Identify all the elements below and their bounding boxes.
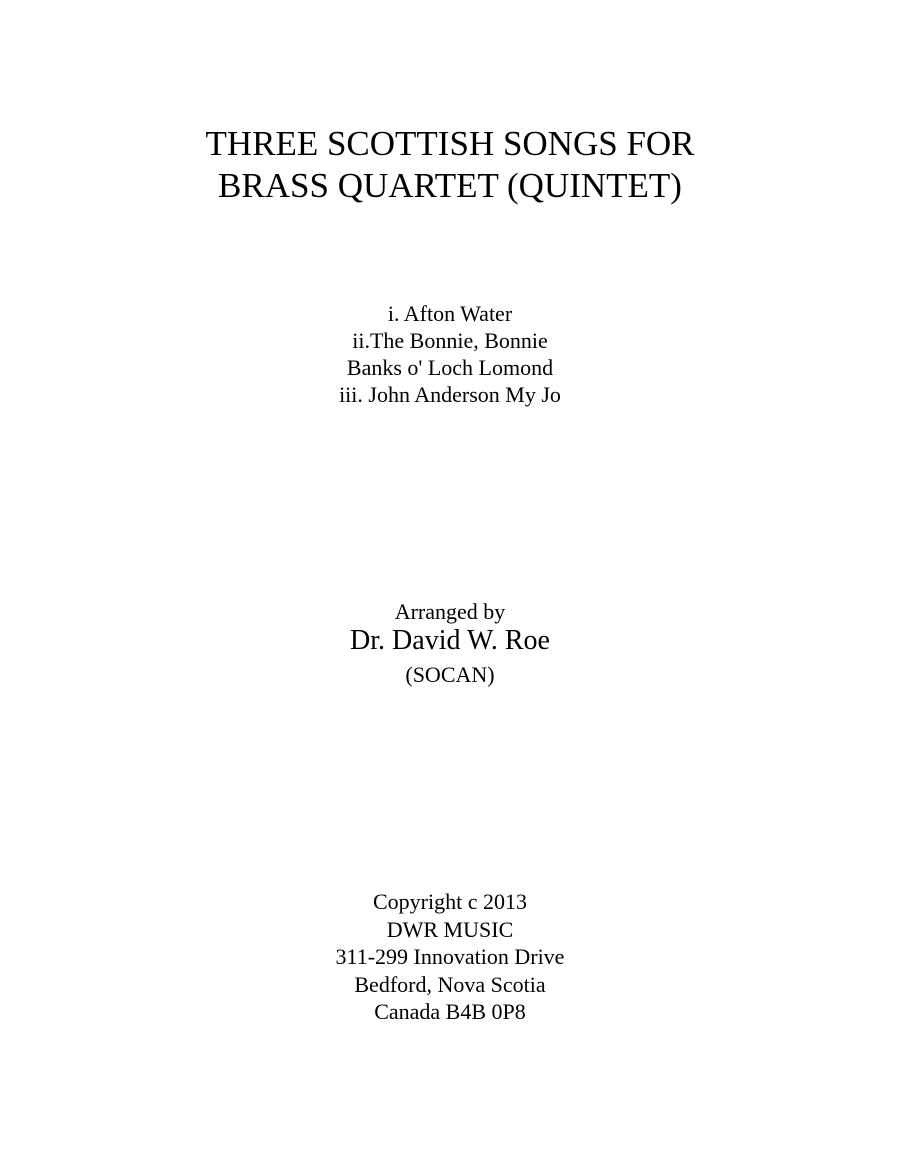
publisher-name: DWR MUSIC [386,916,514,942]
arranged-by-text: Arranged by [394,599,506,624]
song-item-1: i. Afton Water [387,301,513,326]
address-line-2: Bedford, Nova Scotia [354,971,546,997]
arranger-name [0,624,900,658]
rights-society [0,662,900,688]
song-item-3: iii. John Anderson My Jo [339,382,561,407]
address-line-3: Canada B4B 0P8 [374,999,526,1024]
copyright-notice: Copyright c 2013 [373,889,527,914]
title-line-2: BRASS QUARTET (QUINTET) [218,166,682,205]
title-line-1: THREE SCOTTISH SONGS FOR [205,124,695,163]
song-list [0,300,900,408]
arranged-by-label [0,598,900,625]
song-item-2: ii.The Bonnie, Bonnie [352,328,548,353]
document-title [0,123,900,207]
song-item-2-continued: Banks o' Loch Lomond [346,355,554,380]
copyright-block [0,888,900,1026]
arranger-name-text: Dr. David W. Roe [350,625,550,656]
rights-society-text: (SOCAN) [405,662,495,687]
address-line-1: 311-299 Innovation Drive [335,944,565,969]
